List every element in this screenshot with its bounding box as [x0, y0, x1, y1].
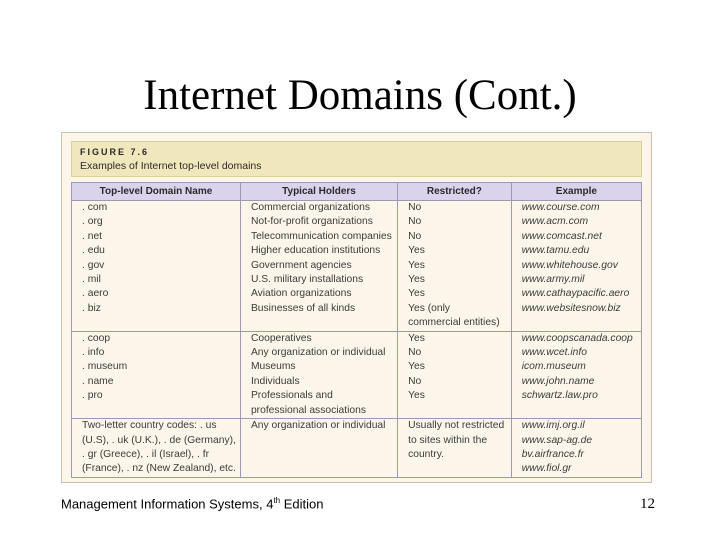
table-row — [72, 419, 642, 434]
example-cell: www.tamu.edu — [511, 244, 641, 258]
domain-cell: . name — [72, 375, 241, 389]
restricted-cell: No — [398, 201, 512, 216]
holders-cell: Any organization or individual — [240, 346, 397, 360]
domain-cell: . mil — [72, 273, 241, 287]
domain-cell: . edu — [72, 244, 241, 258]
restricted-cell: No — [398, 346, 512, 360]
domain-cell: . aero — [72, 287, 241, 301]
holders-cell: Cooperatives — [240, 331, 397, 346]
restricted-cell: commercial entities) — [398, 316, 512, 331]
domain-cell: . gr (Greece), . il (Israel), . fr — [72, 448, 241, 462]
holders-cell — [240, 434, 397, 448]
example-cell: www.john.name — [511, 375, 641, 389]
restricted-cell — [398, 404, 512, 419]
table-header-row — [72, 183, 642, 201]
domain-cell: . museum — [72, 360, 241, 374]
restricted-cell: Yes — [398, 360, 512, 374]
table-row — [72, 273, 642, 287]
restricted-cell: No — [398, 215, 512, 229]
example-cell: www.websitesnow.biz — [511, 302, 641, 316]
holders-cell: Higher education institutions — [240, 244, 397, 258]
table-row — [72, 346, 642, 360]
example-cell: www.cathaypacific.aero — [511, 287, 641, 301]
holders-cell — [240, 316, 397, 331]
figure-caption: Examples of Internet top-level domains — [80, 160, 262, 172]
holders-cell: U.S. military installations — [240, 273, 397, 287]
example-cell — [511, 316, 641, 331]
domain-cell: Two-letter country codes: . us — [72, 419, 241, 434]
holders-cell: Telecommunication companies — [240, 230, 397, 244]
table-row — [72, 331, 642, 346]
domain-cell: . info — [72, 346, 241, 360]
holders-cell: professional associations — [240, 404, 397, 419]
footer-superscript: th — [273, 496, 281, 505]
header-example: Example — [511, 183, 641, 201]
header-typical-holders: Typical Holders — [240, 183, 397, 201]
holders-cell: Individuals — [240, 375, 397, 389]
restricted-cell: country. — [398, 448, 512, 462]
holders-cell: Any organization or individual — [240, 419, 397, 434]
domain-cell: . biz — [72, 302, 241, 316]
slide-title: Internet Domains (Cont.) — [143, 72, 577, 119]
example-cell: www.acm.com — [511, 215, 641, 229]
example-cell: www.army.mil — [511, 273, 641, 287]
domain-cell: . coop — [72, 331, 241, 346]
table-row — [72, 316, 642, 331]
holders-cell — [240, 462, 397, 477]
domains-table — [71, 182, 642, 478]
table-row — [72, 259, 642, 273]
table-row — [72, 302, 642, 316]
example-cell: www.imj.org.il — [511, 419, 641, 434]
example-cell: www.fiol.gr — [511, 462, 641, 477]
table-row — [72, 230, 642, 244]
restricted-cell: Yes — [398, 244, 512, 258]
holders-cell: Professionals and — [240, 389, 397, 403]
restricted-cell: Usually not restricted — [398, 419, 512, 434]
holders-cell: Museums — [240, 360, 397, 374]
holders-cell: Not-for-profit organizations — [240, 215, 397, 229]
restricted-cell — [398, 462, 512, 477]
figure-number: FIGURE 7.6 — [80, 147, 150, 157]
domain-cell: (France), . nz (New Zealand), etc. — [72, 462, 241, 477]
table-row — [72, 287, 642, 301]
example-cell: www.course.com — [511, 201, 641, 216]
table-row — [72, 215, 642, 229]
holders-cell: Businesses of all kinds — [240, 302, 397, 316]
figure-header — [71, 141, 642, 177]
holders-cell: Government agencies — [240, 259, 397, 273]
restricted-cell: Yes — [398, 273, 512, 287]
restricted-cell: Yes — [398, 389, 512, 403]
domain-cell — [72, 316, 241, 331]
restricted-cell: Yes (only — [398, 302, 512, 316]
example-cell: www.sap-ag.de — [511, 434, 641, 448]
holders-cell — [240, 448, 397, 462]
domain-cell: . gov — [72, 259, 241, 273]
footer-text — [61, 496, 323, 511]
restricted-cell: Yes — [398, 331, 512, 346]
restricted-cell: to sites within the — [398, 434, 512, 448]
example-cell: www.comcast.net — [511, 230, 641, 244]
table-row — [72, 462, 642, 477]
example-cell: www.wcet.info — [511, 346, 641, 360]
page-number: 12 — [640, 496, 655, 512]
restricted-cell: Yes — [398, 287, 512, 301]
domain-cell: . pro — [72, 389, 241, 403]
figure-panel — [61, 132, 652, 483]
example-cell: icom.museum — [511, 360, 641, 374]
restricted-cell: No — [398, 375, 512, 389]
domain-cell: . net — [72, 230, 241, 244]
footer-book-title: Management Information Systems, 4 — [61, 496, 274, 512]
domain-cell: . com — [72, 201, 241, 216]
table-row — [72, 404, 642, 419]
header-domain-name: Top-level Domain Name — [72, 183, 241, 201]
example-cell: www.coopscanada.coop — [511, 331, 641, 346]
example-cell — [511, 404, 641, 419]
table-row — [72, 448, 642, 462]
table-row — [72, 389, 642, 403]
domain-cell: (U.S), . uk (U.K.), . de (Germany), — [72, 434, 241, 448]
holders-cell: Commercial organizations — [240, 201, 397, 216]
example-cell: bv.airfrance.fr — [511, 448, 641, 462]
holders-cell: Aviation organizations — [240, 287, 397, 301]
table-row — [72, 244, 642, 258]
domain-cell: . org — [72, 215, 241, 229]
footer-edition: Edition — [280, 496, 324, 512]
table-row — [72, 375, 642, 389]
table-row — [72, 434, 642, 448]
example-cell: www.whitehouse.gov — [511, 259, 641, 273]
table-row — [72, 360, 642, 374]
restricted-cell: No — [398, 230, 512, 244]
table-row — [72, 201, 642, 216]
header-restricted: Restricted? — [398, 183, 512, 201]
example-cell: schwartz.law.pro — [511, 389, 641, 403]
restricted-cell: Yes — [398, 259, 512, 273]
domain-cell — [72, 404, 241, 419]
